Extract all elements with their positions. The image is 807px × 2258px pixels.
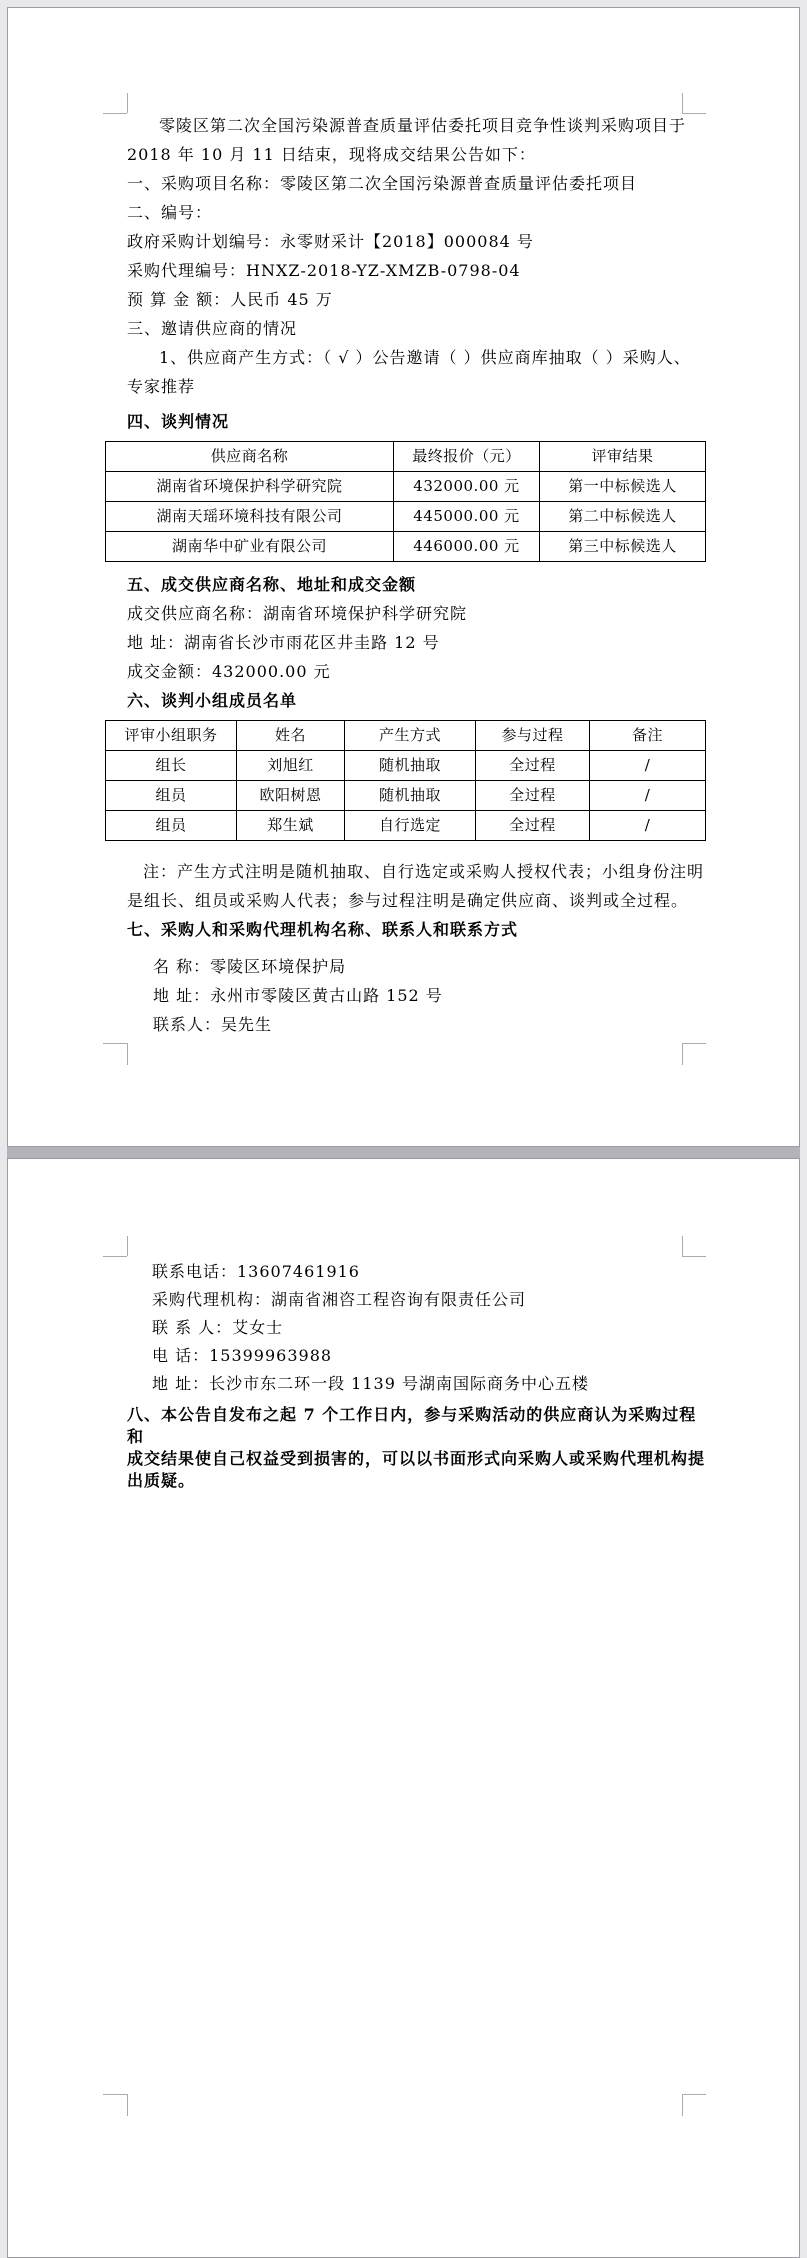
supplier-method-line: 专家推荐 [127,377,196,396]
negotiation-result-table [105,441,706,562]
section7-title: 七、采购人和采购代理机构名称、联系人和联系方式 [127,920,519,939]
page2-content [127,1258,705,1492]
table-cell: 湖南天瑶环境科技有限公司 [106,502,394,532]
table-cell: 第三中标候选人 [540,532,706,562]
crop-mark-top-right [682,1256,706,1257]
column-header: 评审结果 [540,442,706,472]
winner-amount-line: 成交金额：432000.00 元 [127,662,331,681]
section4-title: 四、谈判情况 [127,412,230,431]
document-page-1 [7,7,800,1147]
intro-line: 2018 年 10 月 11 日结束，现将成交结果公告如下： [127,145,536,164]
crop-mark-top-right [682,93,683,113]
buyer-name-line: 名 称：零陵区环境保护局 [153,957,347,976]
table-header-row [106,721,706,751]
supplier-method-line: 1、供应商产生方式：（ √ ）公告邀请（ ）供应商库抽取（ ）采购人、 [159,348,691,367]
table-cell: 自行选定 [345,811,476,841]
section8-line: 成交结果使自己权益受到损害的，可以以书面形式向采购人或采购代理机构提 [127,1449,706,1468]
table-cell: 组员 [106,781,237,811]
table-cell: 446000.00 元 [394,532,540,562]
table-cell: 随机抽取 [345,751,476,781]
table-cell: / [590,811,706,841]
column-header: 姓名 [237,721,345,751]
crop-mark-top-left [103,113,127,114]
table-row [106,811,706,841]
crop-mark-bottom-left [127,2094,128,2116]
column-header: 参与过程 [476,721,590,751]
table-cell: 全过程 [476,751,590,781]
agency-phone-line: 电 话：15399963988 [152,1346,333,1365]
table-cell: 445000.00 元 [394,502,540,532]
agency-name-line: 采购代理机构：湖南省湘咨工程咨询有限责任公司 [152,1290,527,1309]
agency-contact-line: 联 系 人：艾女士 [152,1318,284,1337]
table-cell: 全过程 [476,781,590,811]
plan-number-line: 政府采购计划编号：永零财采计【2018】000084 号 [127,232,534,251]
table-cell: 随机抽取 [345,781,476,811]
agency-number-line: 采购代理编号：HNXZ-2018-YZ-XMZB-0798-04 [127,261,521,280]
table-cell: 432000.00 元 [394,472,540,502]
column-header: 备注 [590,721,706,751]
buyer-contact-line: 联系人：吴先生 [153,1015,273,1034]
section1-title: 一、采购项目名称：零陵区第二次全国污染源普查质量评估委托项目 [127,174,638,193]
section8-line: 八、本公告自发布之起 7 个工作日内，参与采购活动的供应商认为采购过程和 [127,1405,697,1446]
table-cell: 刘旭红 [237,751,345,781]
table-cell: 欧阳树恩 [237,781,345,811]
crop-mark-top-left [103,1256,127,1257]
table-cell: 组长 [106,751,237,781]
crop-mark-bottom-left [103,1043,127,1044]
crop-mark-bottom-right [682,2094,706,2095]
crop-mark-top-left [127,1236,128,1256]
section5-title: 五、成交供应商名称、地址和成交金额 [127,575,417,594]
table-cell: 湖南省环境保护科学研究院 [106,472,394,502]
section8-line: 出质疑。 [127,1471,196,1490]
table-cell: 郑生斌 [237,811,345,841]
table-row [106,751,706,781]
table-cell: 第二中标候选人 [540,502,706,532]
table-row [106,532,706,562]
section2-title: 二、编号： [127,203,213,222]
crop-mark-bottom-right [682,2094,683,2116]
crop-mark-bottom-left [103,2094,127,2095]
crop-mark-bottom-left [127,1043,128,1065]
table-row [106,472,706,502]
crop-mark-bottom-right [682,1043,706,1044]
section6-title: 六、谈判小组成员名单 [127,691,298,710]
agency-address-line: 地 址：长沙市东二环一段 1139 号湖南国际商务中心五楼 [152,1374,589,1393]
negotiation-panel-table [105,720,706,841]
table-cell: 组员 [106,811,237,841]
table-cell: 湖南华中矿业有限公司 [106,532,394,562]
note-line: 是组长、组员或采购人代表；参与过程注明是确定供应商、谈判或全过程。 [127,891,689,910]
table-row [106,502,706,532]
crop-mark-top-left [127,93,128,113]
table-row [106,781,706,811]
table-cell: 全过程 [476,811,590,841]
column-header: 最终报价（元） [394,442,540,472]
table-cell: / [590,751,706,781]
buyer-phone-line: 联系电话：13607461916 [152,1262,360,1281]
document-page-2 [7,1158,800,2258]
crop-mark-bottom-right [682,1043,683,1065]
table-header-row [106,442,706,472]
column-header: 产生方式 [345,721,476,751]
column-header: 评审小组职务 [106,721,237,751]
budget-line: 预 算 金 额：人民币 45 万 [127,290,333,309]
page-gap [7,1147,800,1158]
buyer-address-line: 地 址：永州市零陵区黄古山路 152 号 [153,986,443,1005]
page1-content [124,111,705,1039]
winner-name-line: 成交供应商名称：湖南省环境保护科学研究院 [127,604,468,623]
table-cell: / [590,781,706,811]
winner-address-line: 地 址：湖南省长沙市雨花区井圭路 12 号 [127,633,440,652]
intro-line: 零陵区第二次全国污染源普查质量评估委托项目竞争性谈判采购项目于 [159,116,687,135]
table-cell: 第一中标候选人 [540,472,706,502]
crop-mark-top-right [682,1236,683,1256]
column-header: 供应商名称 [106,442,394,472]
note-line: 注：产生方式注明是随机抽取、自行选定或采购人授权代表；小组身份注明 [143,862,705,881]
section3-title: 三、邀请供应商的情况 [127,319,298,338]
